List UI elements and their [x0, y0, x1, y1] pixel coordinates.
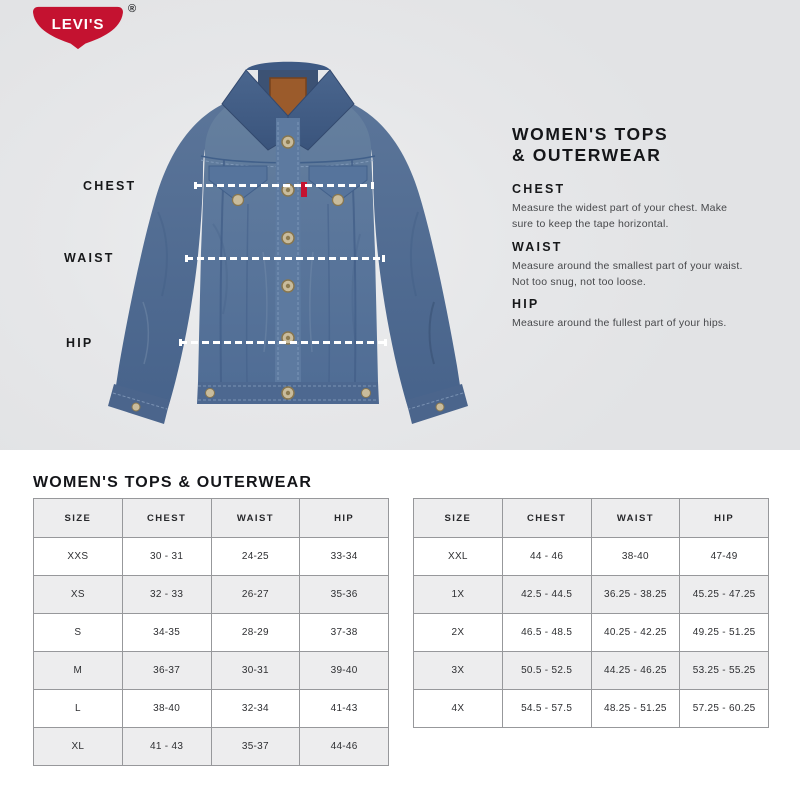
size-row: [414, 538, 769, 576]
size-cell: M: [34, 652, 123, 690]
size-cell: 32-34: [211, 690, 300, 728]
size-row: [414, 690, 769, 728]
measurement-line-chest: [195, 184, 373, 187]
denim-jacket-illustration: [88, 52, 488, 452]
size-cell: XL: [34, 728, 123, 766]
size-chart-section: [0, 450, 800, 800]
size-row: [414, 614, 769, 652]
size-cell: 3X: [414, 652, 503, 690]
size-cell: 41-43: [300, 690, 389, 728]
guide-section-waist: [512, 240, 748, 290]
size-cell: 36-37: [122, 652, 211, 690]
size-cell: 57.25 - 60.25: [680, 690, 769, 728]
size-cell: 49.25 - 51.25: [680, 614, 769, 652]
size-cell: 2X: [414, 614, 503, 652]
size-cell: 53.25 - 55.25: [680, 652, 769, 690]
size-cell: 34-35: [122, 614, 211, 652]
size-cell: 48.25 - 51.25: [591, 690, 680, 728]
size-cell: 44 - 46: [502, 538, 591, 576]
size-cell: 33-34: [300, 538, 389, 576]
column-header: WAIST: [591, 499, 680, 538]
size-cell: 41 - 43: [122, 728, 211, 766]
size-row: [34, 614, 389, 652]
measuring-guide: [512, 124, 752, 329]
size-chart-heading: WOMEN'S TOPS & OUTERWEAR: [33, 474, 313, 491]
guide-section-body: Measure around the smallest part of your waist. Not too snug, not too loose.: [512, 260, 743, 288]
size-cell: 47-49: [680, 538, 769, 576]
guide-section-hip: [512, 297, 748, 331]
size-cell: 54.5 - 57.5: [502, 690, 591, 728]
column-header: CHEST: [502, 499, 591, 538]
size-cell: 39-40: [300, 652, 389, 690]
size-row: [414, 652, 769, 690]
size-cell: 44-46: [300, 728, 389, 766]
size-cell: 36.25 - 38.25: [591, 576, 680, 614]
size-row: [34, 728, 389, 766]
guide-title-line1: WOMEN'S TOPS: [512, 124, 669, 144]
column-header: WAIST: [211, 499, 300, 538]
guide-section-body: Measure the widest part of your chest. Make sure to keep the tape horizontal.: [512, 202, 728, 230]
size-row: [34, 576, 389, 614]
size-cell: 32 - 33: [122, 576, 211, 614]
size-cell: 35-36: [300, 576, 389, 614]
levis-batwing-icon: [30, 6, 126, 50]
levis-logo-text: LEVI'S: [51, 15, 105, 33]
measurement-label-chest: CHEST: [83, 179, 137, 193]
size-cell: XXS: [34, 538, 123, 576]
guide-title-line2: & OUTERWEAR: [512, 145, 662, 165]
size-cell: 46.5 - 48.5: [502, 614, 591, 652]
size-row: [34, 538, 389, 576]
column-header: HIP: [300, 499, 389, 538]
size-cell: 38-40: [122, 690, 211, 728]
column-header: SIZE: [34, 499, 123, 538]
size-cell: XXL: [414, 538, 503, 576]
table-header-row: [34, 499, 389, 538]
size-cell: 37-38: [300, 614, 389, 652]
guide-section-heading: HIP: [512, 297, 540, 311]
levis-logo: [30, 4, 142, 52]
size-cell: XS: [34, 576, 123, 614]
size-cell: 1X: [414, 576, 503, 614]
size-table-standard: [33, 498, 389, 766]
size-cell: 35-37: [211, 728, 300, 766]
guide-title: [512, 124, 752, 166]
size-row: [34, 690, 389, 728]
size-cell: L: [34, 690, 123, 728]
measurement-label-hip: HIP: [66, 336, 94, 350]
table-header-row: [414, 499, 769, 538]
guide-section-heading: CHEST: [512, 182, 566, 196]
size-cell: 44.25 - 46.25: [591, 652, 680, 690]
size-row: [414, 576, 769, 614]
size-cell: S: [34, 614, 123, 652]
size-cell: 45.25 - 47.25: [680, 576, 769, 614]
measurement-label-waist: WAIST: [64, 251, 115, 265]
size-table-extended: [413, 498, 769, 728]
guide-section-body: Measure around the fullest part of your hips.: [512, 317, 727, 329]
column-header: HIP: [680, 499, 769, 538]
measurement-line-waist: [186, 257, 384, 260]
measurement-line-hip: [180, 341, 386, 344]
size-cell: 50.5 - 52.5: [502, 652, 591, 690]
size-cell: 24-25: [211, 538, 300, 576]
registered-trademark: ®: [128, 3, 137, 15]
column-header: CHEST: [122, 499, 211, 538]
size-cell: 40.25 - 42.25: [591, 614, 680, 652]
size-cell: 42.5 - 44.5: [502, 576, 591, 614]
size-cell: 30 - 31: [122, 538, 211, 576]
guide-section-heading: WAIST: [512, 240, 563, 254]
size-cell: 30-31: [211, 652, 300, 690]
size-cell: 38-40: [591, 538, 680, 576]
column-header: SIZE: [414, 499, 503, 538]
size-cell: 26-27: [211, 576, 300, 614]
size-cell: 28-29: [211, 614, 300, 652]
size-row: [34, 652, 389, 690]
size-cell: 4X: [414, 690, 503, 728]
guide-section-chest: [512, 182, 748, 232]
